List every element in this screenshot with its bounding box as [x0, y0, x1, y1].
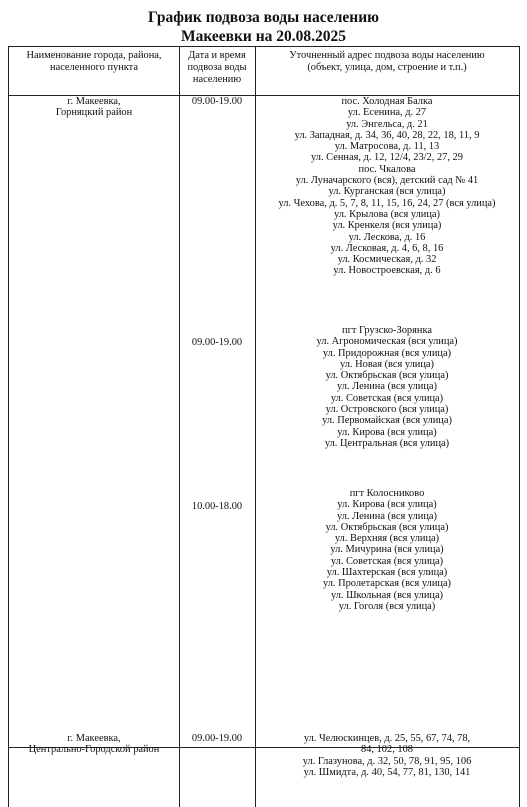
address-line: ул. Лесковая, д. 4, 6, 8, 16 — [330, 242, 444, 254]
place-cell — [9, 733, 179, 756]
address-line: ул. Пролетарская (вся улица) — [322, 578, 452, 590]
address-line: 84, 102, 108 — [361, 744, 413, 756]
address-line: ул. Крылова (вся улица) — [334, 208, 440, 220]
schedule-table — [8, 46, 520, 807]
address-line: ул. Кирова (вся улица) — [337, 499, 437, 511]
place-name: г. Макеевка, — [67, 733, 121, 744]
address-line: пос. Чкалова — [358, 163, 416, 175]
document-title — [0, 8, 527, 46]
address-line: ул. Советская (вся улица) — [330, 392, 444, 404]
place-district: Горняцкий район — [55, 107, 133, 119]
address-line: пос. Холодная Балка — [341, 96, 433, 107]
address-line: ул. Ленина (вся улица) — [336, 381, 437, 393]
address-line: ул. Октябрьская (вся улица) — [325, 521, 449, 533]
time-cell — [179, 337, 255, 348]
header-text: Дата и время — [188, 50, 246, 61]
address-line: ул. Шахтерская (вся улица) — [326, 567, 448, 579]
address-line: ул. Матросова, д. 11, 13 — [334, 141, 440, 153]
place-name: г. Макеевка, — [67, 96, 121, 107]
time-cell — [179, 501, 255, 512]
address-line: ул. Лескова, д. 16 — [348, 231, 426, 243]
place-cell — [9, 96, 179, 119]
address-line: ул. Ленина (вся улица) — [336, 510, 437, 522]
address-line: ул. Курганская (вся улица) — [328, 186, 446, 198]
title-line-2: Макеевки на 20.08.2025 — [180, 28, 347, 45]
address-line: ул. Агрономическая (вся улица) — [316, 336, 458, 348]
address-line: ул. Гоголя (вся улица) — [338, 600, 436, 612]
header-place — [9, 50, 179, 74]
address-line: пгт Грузско-Зорянка — [342, 325, 432, 336]
address-line: ул. Новостроевская, д. 6 — [333, 265, 441, 277]
delivery-time: 09.00-19.00 — [191, 337, 243, 348]
delivery-time: 09.00-19.00 — [191, 96, 243, 107]
header-text: подвоза воды — [187, 62, 247, 73]
address-line: ул. Челюскинцев, д. 25, 55, 67, 74, 78, — [303, 733, 471, 744]
delivery-time: 09.00-19.00 — [191, 733, 243, 744]
address-group — [255, 733, 519, 778]
title-line-1: График подвоза воды населению — [148, 9, 379, 26]
header-text: населению — [192, 74, 242, 85]
address-line: ул. Энгельса, д. 21 — [346, 118, 428, 130]
header-text: (объект, улица, дом, строение и т.п.) — [307, 62, 467, 73]
time-cell — [179, 733, 255, 744]
address-line: ул. Глазунова, д. 32, 50, 78, 91, 95, 106 — [302, 755, 472, 767]
header-text: Уточненный адрес подвоза воды населению — [289, 50, 485, 61]
delivery-time: 10.00-18.00 — [191, 501, 243, 512]
address-line: ул. Островского (вся улица) — [325, 404, 449, 416]
address-line: ул. Октябрьская (вся улица) — [325, 370, 449, 382]
address-line: ул. Первомайская (вся улица) — [322, 415, 452, 427]
header-text: Наименование города, района, — [26, 50, 162, 61]
address-line: ул. Сенная, д. 12, 12/4, 23/2, 27, 29 — [311, 152, 463, 164]
address-line: ул. Придорожная (вся улица) — [322, 347, 452, 359]
place-district: Центрально-Городской район — [28, 744, 160, 756]
address-line: ул. Луначарского (вся), детский сад № 41 — [295, 175, 479, 187]
header-address — [255, 50, 519, 74]
time-cell — [179, 96, 255, 107]
header-text: населенного пункта — [50, 62, 138, 73]
address-group — [255, 96, 519, 277]
address-line: ул. Школьная (вся улица) — [330, 589, 444, 601]
address-line: ул. Есенина, д. 27 — [347, 107, 427, 119]
header-datetime — [179, 50, 255, 86]
address-line: ул. Космическая, д. 32 — [337, 254, 437, 266]
column-divider — [179, 47, 180, 807]
address-line: ул. Кирова (вся улица) — [337, 426, 437, 438]
address-group — [255, 325, 519, 449]
address-line: пгт Колосниково — [349, 488, 425, 499]
address-group — [255, 488, 519, 612]
address-line: ул. Верхняя (вся улица) — [334, 533, 440, 545]
address-line: ул. Кренкеля (вся улица) — [332, 220, 442, 232]
address-line: ул. Советская (вся улица) — [330, 555, 444, 567]
address-line: ул. Мичурина (вся улица) — [330, 544, 444, 556]
address-line: ул. Новая (вся улица) — [340, 358, 434, 370]
address-line: ул. Центральная (вся улица) — [324, 437, 450, 449]
address-line: ул. Чехова, д. 5, 7, 8, 11, 15, 16, 24, 27 (вся улица) — [278, 197, 496, 209]
address-line: ул. Шмидта, д. 40, 54, 77, 81, 130, 141 — [303, 766, 471, 778]
address-line: ул. Западная, д. 34, 36, 40, 28, 22, 18, 11, 9 — [294, 129, 480, 141]
